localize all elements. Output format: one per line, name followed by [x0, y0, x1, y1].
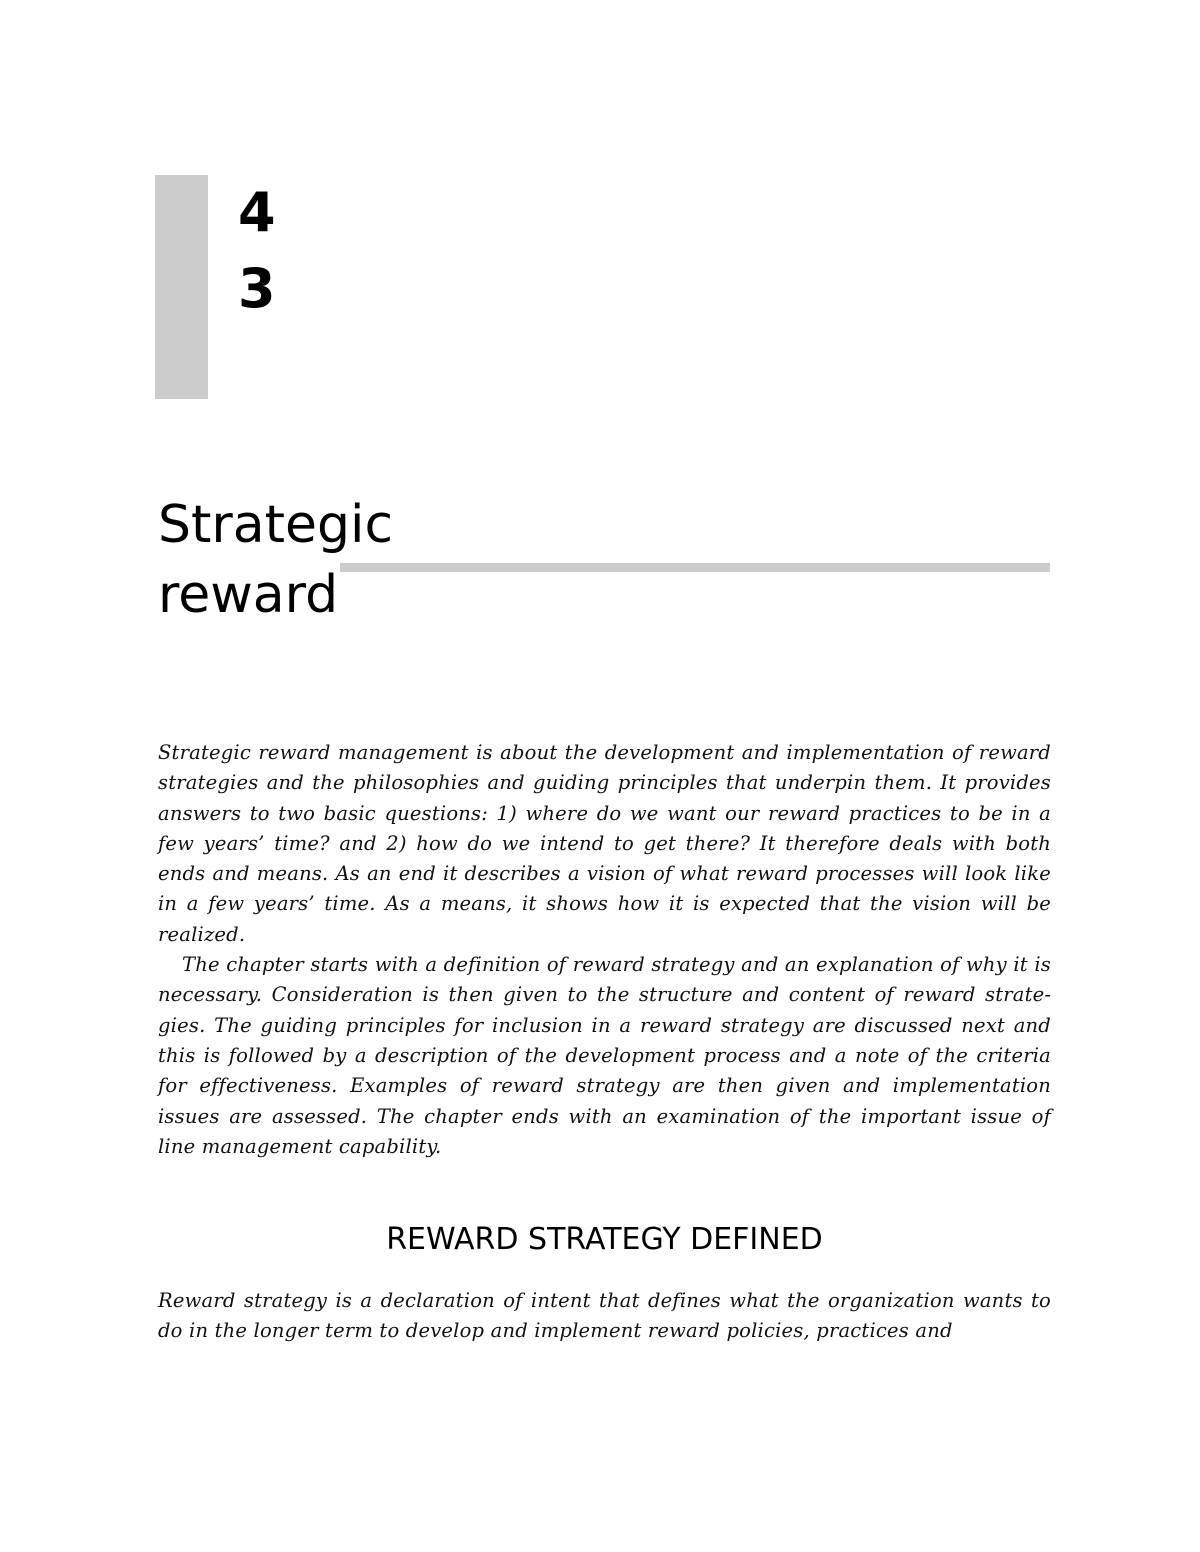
chapter-introduction	[158, 738, 1051, 1162]
chapter-number-bar	[155, 175, 208, 399]
chapter-title-line-2: reward	[158, 565, 339, 625]
intro-paragraph-2: The chapter starts with a definition of reward strategy and an explanation of why it is necessary. Consideration is then given to the structure and content of reward strategies. The guiding principles for inclusion in a reward strategy are discussed next and this is followed by a description of the development process and a note of the criteria for effectiveness. Examples of reward strategy are then given and implementation issues are assessed. The chapter ends with an examination of the important issue of line management capability.	[158, 953, 1051, 1158]
title-rule	[340, 563, 1050, 572]
chapter-title-line-1: Strategic	[158, 495, 394, 555]
section-paragraph-1: Reward strategy is a declaration of intent that defines what the organization wants to do in the longer term to develop and implement reward policies, practices and	[158, 1289, 1051, 1343]
chapter-number-digit-1: 4	[238, 181, 276, 244]
intro-paragraph-1: Strategic reward management is about the development and implementation of reward strategies and the philosophies and guiding principles that underpin them. It provides answers to two basic questions: 1) where do we want our reward practices to be in a few years’ time? and 2) how do we intend to get there? It therefore deals with both ends and means. As an end it describes a vision of what reward processes will look like in a few years’ time. As a means, it shows how it is expected that the vision will be realized.	[158, 741, 1051, 946]
section-heading: REWARD STRATEGY DEFINED	[386, 1222, 823, 1257]
chapter-number-digit-2: 3	[238, 257, 276, 320]
chapter-title	[158, 490, 393, 630]
